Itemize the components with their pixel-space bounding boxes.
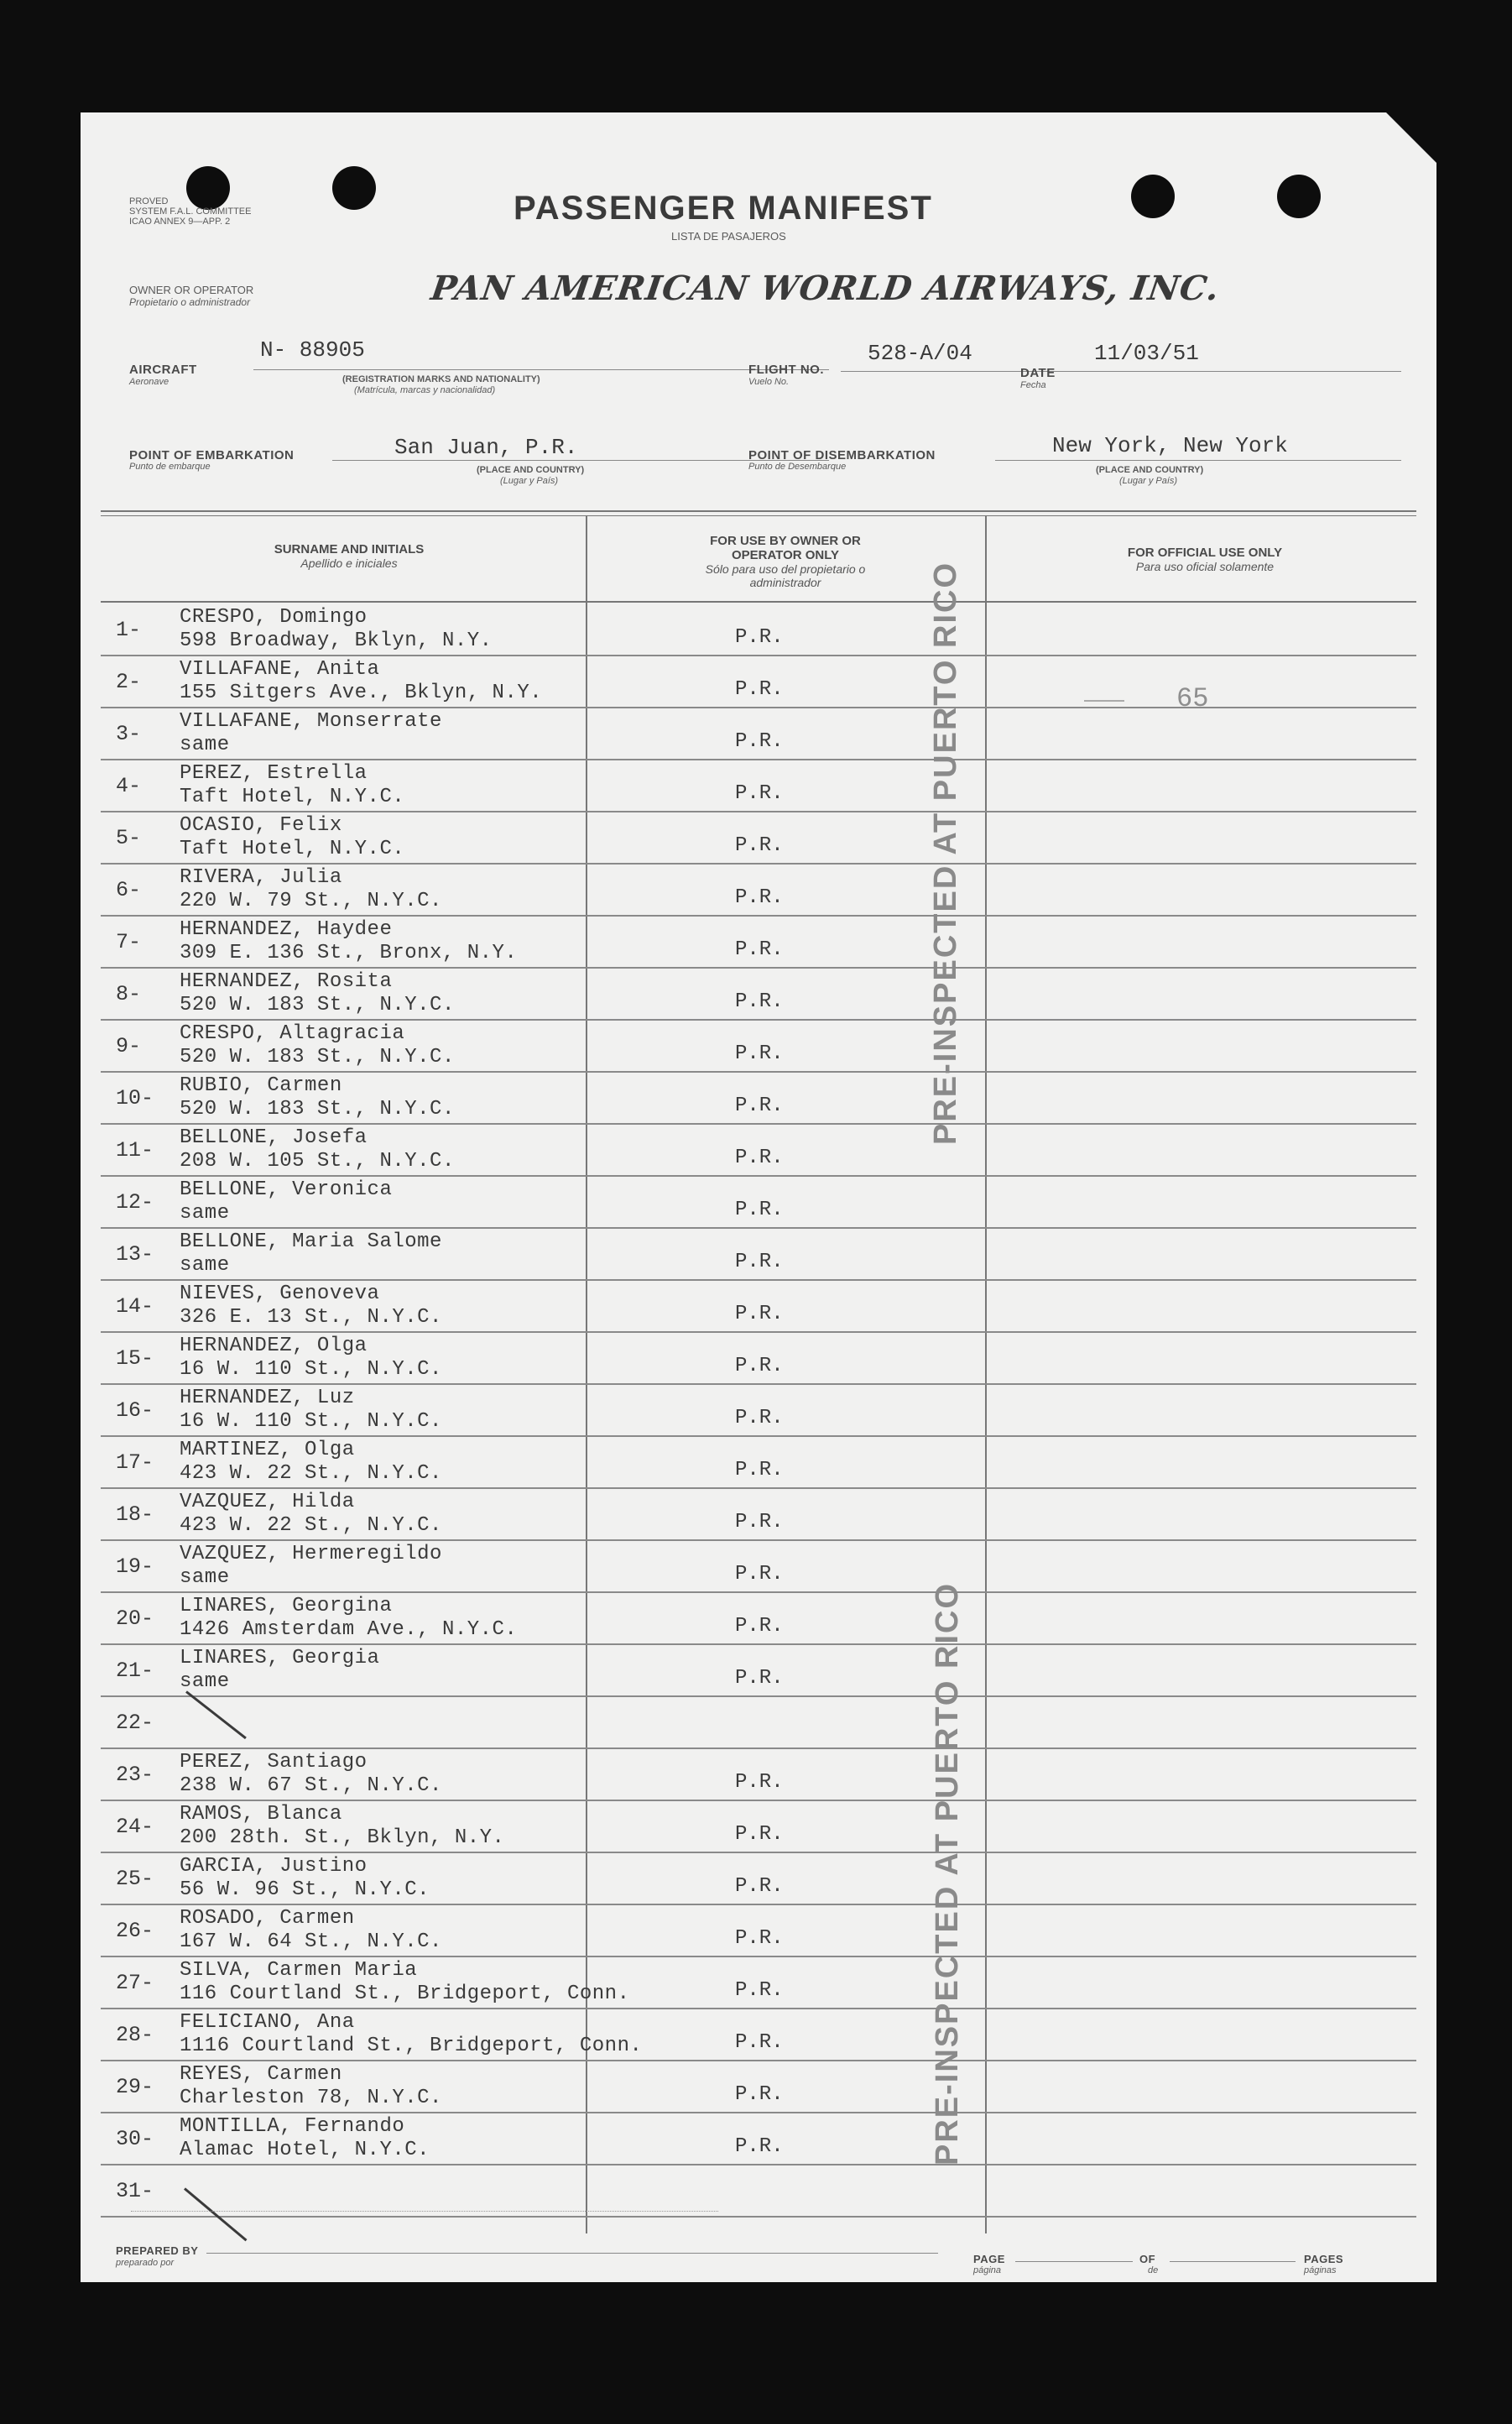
row-divider (101, 1747, 1416, 1749)
row-divider (101, 1019, 1416, 1021)
passenger-name: PEREZ, Santiago (180, 1751, 368, 1774)
row-divider (101, 2164, 1416, 2165)
passenger-name: VILLAFANE, Monserrate (180, 710, 442, 733)
prepared-line (206, 2253, 938, 2254)
row-number: 9- (116, 1034, 142, 1058)
passenger-name: ROSADO, Carmen (180, 1907, 355, 1930)
embark-label-es: Punto de embarque (129, 462, 211, 472)
passenger-address: Alamac Hotel, N.Y.C. (180, 2139, 430, 2161)
operator-code: P.R. (735, 1927, 784, 1950)
passenger-name: MARTINEZ, Olga (180, 1439, 355, 1461)
operator-code: P.R. (735, 1251, 784, 1273)
disembark-value: New York, New York (1052, 433, 1288, 458)
pages-label-es: páginas (1304, 2265, 1337, 2275)
row-divider (101, 1539, 1416, 1541)
passenger-name: PEREZ, Estrella (180, 762, 368, 785)
row-number: 30- (116, 2127, 154, 2151)
column-divider-2 (985, 515, 987, 2233)
row-divider (101, 1383, 1416, 1385)
disembark-line (995, 460, 1401, 461)
passenger-address: same (180, 1670, 230, 1693)
passenger-name: VAZQUEZ, Hilda (180, 1491, 355, 1513)
page-subtitle: LISTA DE PASAJEROS (671, 230, 786, 243)
passenger-name: GARCIA, Justino (180, 1855, 368, 1878)
passenger-address: 520 W. 183 St., N.Y.C. (180, 1046, 455, 1068)
row-divider (101, 1175, 1416, 1177)
passenger-address: 56 W. 96 St., N.Y.C. (180, 1878, 430, 1901)
operator-code: P.R. (735, 730, 784, 753)
row-divider (101, 1435, 1416, 1437)
row-number: 14- (116, 1294, 154, 1319)
row-divider (101, 811, 1416, 812)
row-number: 18- (116, 1502, 154, 1527)
row-divider (101, 655, 1416, 656)
passenger-address: 116 Courtland St., Bridgeport, Conn. (180, 1983, 630, 2005)
passenger-name: CRESPO, Domingo (180, 606, 368, 629)
of-line (1170, 2261, 1296, 2262)
row-number: 25- (116, 1867, 154, 1891)
row-divider (101, 1279, 1416, 1281)
punch-hole-3 (1131, 175, 1175, 218)
row-divider (101, 707, 1416, 708)
passenger-name: MONTILLA, Fernando (180, 2115, 405, 2138)
passenger-name: HERNANDEZ, Haydee (180, 918, 393, 941)
col3-header (1020, 546, 1389, 573)
date-label: DATE (1020, 366, 1056, 380)
approval-line-3: ICAO ANNEX 9—APP. 2 (129, 217, 231, 227)
passenger-address: Charleston 78, N.Y.C. (180, 2087, 442, 2109)
operator-code: P.R. (735, 938, 784, 961)
row-number: 15- (116, 1346, 154, 1371)
passenger-name: RUBIO, Carmen (180, 1074, 342, 1097)
row-divider (101, 1852, 1416, 1853)
owner-label-es: Propietario o administrador (129, 296, 251, 308)
prepared-label-es: preparado por (116, 2258, 175, 2268)
operator-code: P.R. (735, 1667, 784, 1690)
date-label-es: Fecha (1020, 380, 1046, 390)
embark-place-caption: (PLACE AND COUNTRY) (477, 465, 585, 475)
passenger-address: 520 W. 183 St., N.Y.C. (180, 994, 455, 1016)
operator-code: P.R. (735, 2031, 784, 2054)
row-number: 5- (116, 826, 142, 850)
row-divider (101, 1695, 1416, 1697)
page-label: PAGE (973, 2253, 1005, 2265)
passenger-name: REYES, Carmen (180, 2063, 342, 2086)
operator-code: P.R. (735, 1511, 784, 1533)
passenger-name: VILLAFANE, Anita (180, 658, 380, 681)
row-divider (101, 1487, 1416, 1489)
operator-code: P.R. (735, 1355, 784, 1377)
pre-inspection-stamp-2: PRE-INSPECTED AT PUERTO RICO (930, 1581, 965, 2165)
row-number: 29- (116, 2075, 154, 2099)
operator-code: P.R. (735, 990, 784, 1013)
row-divider (101, 2216, 1416, 2218)
row-number: 4- (116, 774, 142, 798)
operator-code: P.R. (735, 834, 784, 857)
passenger-address: Taft Hotel, N.Y.C. (180, 786, 405, 808)
column-divider-1 (586, 515, 587, 2233)
passenger-name: HERNANDEZ, Rosita (180, 970, 393, 993)
row-divider (101, 1800, 1416, 1801)
passenger-address: 520 W. 183 St., N.Y.C. (180, 1098, 455, 1121)
passenger-address: 16 W. 110 St., N.Y.C. (180, 1410, 442, 1433)
operator-code: P.R. (735, 1303, 784, 1325)
row-divider (101, 759, 1416, 760)
operator-code: P.R. (735, 2135, 784, 2158)
pre-inspection-stamp-1: PRE-INSPECTED AT PUERTO RICO (928, 561, 963, 1145)
passenger-name: NIEVES, Genoveva (180, 1283, 380, 1305)
operator-code: P.R. (735, 626, 784, 649)
row-number: 23- (116, 1763, 154, 1787)
operator-code: P.R. (735, 1407, 784, 1429)
passenger-name: BELLONE, Veronica (180, 1178, 393, 1201)
col1-header-text: SURNAME AND INITIALS (274, 542, 425, 556)
owner-label: OWNER OR OPERATOR (129, 284, 254, 296)
of-label: OF (1139, 2253, 1156, 2265)
passenger-address: 423 W. 22 St., N.Y.C. (180, 1514, 442, 1537)
row-number: 19- (116, 1554, 154, 1579)
row-divider (101, 915, 1416, 917)
row-number: 17- (116, 1450, 154, 1475)
passenger-name: OCASIO, Felix (180, 814, 342, 837)
col2-header-text: FOR USE BY OWNER OR OPERATOR ONLY (710, 534, 861, 562)
row-number: 6- (116, 878, 142, 902)
embark-value: San Juan, P.R. (394, 435, 578, 460)
passenger-name: CRESPO, Altagracia (180, 1022, 405, 1045)
flight-value: 528-A/04 (868, 341, 972, 366)
aircraft-label: AIRCRAFT (129, 363, 197, 377)
operator-code: P.R. (735, 2083, 784, 2106)
operator-code: P.R. (735, 1094, 784, 1117)
passenger-address: 16 W. 110 St., N.Y.C. (180, 1358, 442, 1381)
approval-line-2: SYSTEM F.A.L. COMMITTEE (129, 206, 252, 217)
row-number: 13- (116, 1242, 154, 1267)
date-value: 11/03/51 (1094, 341, 1199, 366)
passenger-name: FELICIANO, Ana (180, 2011, 355, 2034)
operator-code: P.R. (735, 886, 784, 909)
operator-code: P.R. (735, 1615, 784, 1638)
row-number: 12- (116, 1190, 154, 1215)
row-number: 3- (116, 722, 142, 746)
folded-corner (1386, 112, 1436, 163)
passenger-name: RAMOS, Blanca (180, 1803, 342, 1826)
col3-header-text-es: Para uso oficial solamente (1135, 560, 1275, 573)
passenger-name: VAZQUEZ, Hermeregildo (180, 1543, 442, 1565)
operator-code: P.R. (735, 1823, 784, 1846)
passenger-address: 200 28th. St., Bklyn, N.Y. (180, 1826, 505, 1849)
row-divider (101, 1071, 1416, 1073)
row-number: 27- (116, 1971, 154, 1995)
manifest-sheet (81, 112, 1436, 2282)
punch-hole-4 (1277, 175, 1321, 218)
row-divider (101, 1956, 1416, 1957)
row-divider (101, 1904, 1416, 1905)
row-number: 16- (116, 1398, 154, 1423)
passenger-name: BELLONE, Maria Salome (180, 1230, 442, 1253)
row-number: 22- (116, 1711, 154, 1735)
row-divider (101, 2112, 1416, 2113)
carrier-name: PAN AMERICAN WORLD AIRWAYS, INC. (428, 269, 1223, 308)
operator-code: P.R. (735, 1042, 784, 1065)
passenger-address: same (180, 734, 230, 756)
passenger-address: 167 W. 64 St., N.Y.C. (180, 1930, 442, 1953)
passenger-name: HERNANDEZ, Olga (180, 1335, 368, 1357)
official-strike (1084, 700, 1124, 702)
passenger-address: 326 E. 13 St., N.Y.C. (180, 1306, 442, 1329)
page-label-es: página (973, 2265, 1002, 2275)
passenger-address: same (180, 1202, 230, 1225)
row-number: 7- (116, 930, 142, 954)
row-number: 10- (116, 1086, 154, 1110)
passenger-address: 220 W. 79 St., N.Y.C. (180, 890, 442, 912)
header-bottom-border (101, 601, 1416, 603)
passenger-address: Taft Hotel, N.Y.C. (180, 838, 405, 860)
disembark-place-caption: (PLACE AND COUNTRY) (1096, 465, 1204, 475)
col1-header (164, 542, 534, 570)
row-divider (101, 863, 1416, 865)
passenger-address: 208 W. 105 St., N.Y.C. (180, 1150, 455, 1173)
operator-code: P.R. (735, 1979, 784, 2002)
passenger-address: 598 Broadway, Bklyn, N.Y. (180, 630, 493, 652)
table-top-border-2 (101, 515, 1416, 516)
passenger-name: LINARES, Georgia (180, 1647, 380, 1669)
col3-header-text: FOR OFFICIAL USE ONLY (1127, 546, 1283, 560)
operator-code: P.R. (735, 1147, 784, 1169)
row-number: 28- (116, 2023, 154, 2047)
row-divider (101, 1643, 1416, 1645)
passenger-name: LINARES, Georgina (180, 1595, 393, 1617)
of-label-es: de (1148, 2265, 1159, 2275)
punch-hole-2 (332, 166, 376, 210)
row-divider (101, 2008, 1416, 2009)
registration-caption-es: (Matrícula, marcas y nacionalidad) (354, 385, 496, 395)
col1-header-text-es: Apellido e iniciales (300, 556, 398, 570)
passenger-name: RIVERA, Julia (180, 866, 342, 889)
passenger-name: SILVA, Carmen Maria (180, 1959, 418, 1982)
embark-label: POINT OF EMBARKATION (129, 448, 295, 462)
registration-caption: (REGISTRATION MARKS AND NATIONALITY) (342, 374, 540, 384)
row-divider (101, 1123, 1416, 1125)
operator-code: P.R. (735, 678, 784, 701)
col2-header (676, 534, 894, 589)
row-number: 1- (116, 618, 142, 642)
passenger-address: same (180, 1566, 230, 1589)
row-divider (101, 1227, 1416, 1229)
disembark-place-caption-es: (Lugar y País) (1119, 476, 1178, 486)
operator-code: P.R. (735, 1875, 784, 1898)
flight-label: FLIGHT NO. (748, 363, 824, 377)
pages-label: PAGES (1304, 2253, 1344, 2265)
passenger-name: HERNANDEZ, Luz (180, 1387, 355, 1409)
disembark-label: POINT OF DISEMBARKATION (748, 448, 936, 462)
col2-header-text-es: Sólo para uso del propietario o administrador (705, 562, 866, 589)
aircraft-value: N- 88905 (260, 337, 365, 363)
page-title: PASSENGER MANIFEST (514, 190, 933, 227)
prepared-label: PREPARED BY (116, 2244, 199, 2257)
passenger-address: 238 W. 67 St., N.Y.C. (180, 1774, 442, 1797)
flight-label-es: Vuelo No. (748, 377, 790, 387)
row-number: 20- (116, 1606, 154, 1631)
table-top-border (101, 510, 1416, 512)
row-number: 2- (116, 670, 142, 694)
row-number: 31- (116, 2179, 154, 2203)
passenger-address: 423 W. 22 St., N.Y.C. (180, 1462, 442, 1485)
row-number: 8- (116, 982, 142, 1006)
void-mark-row-31 (184, 2187, 247, 2241)
passenger-address: 309 E. 136 St., Bronx, N.Y. (180, 942, 518, 964)
operator-code: P.R. (735, 1563, 784, 1586)
footer-faint-text-line (131, 2211, 718, 2212)
disembark-label-es: Punto de Desembarque (748, 462, 847, 472)
passenger-address: 155 Sitgers Ave., Bklyn, N.Y. (180, 682, 543, 704)
embark-place-caption-es: (Lugar y País) (500, 476, 559, 486)
operator-code: P.R. (735, 1199, 784, 1221)
operator-code: P.R. (735, 1771, 784, 1794)
operator-code: P.R. (735, 782, 784, 805)
approval-line-1: PROVED (129, 196, 169, 206)
row-divider (101, 1331, 1416, 1333)
approval-block (129, 196, 251, 227)
page-line (1015, 2261, 1133, 2262)
row-number: 26- (116, 1919, 154, 1943)
row-number: 24- (116, 1815, 154, 1839)
row-divider (101, 967, 1416, 969)
date-line (1066, 371, 1401, 372)
passenger-name: BELLONE, Josefa (180, 1126, 368, 1149)
row-number: 11- (116, 1138, 154, 1162)
passenger-address: same (180, 1254, 230, 1277)
operator-code: P.R. (735, 1459, 784, 1481)
passenger-address: 1426 Amsterdam Ave., N.Y.C. (180, 1618, 518, 1641)
row-divider (101, 1591, 1416, 1593)
aircraft-line (253, 369, 829, 370)
aircraft-label-es: Aeronave (129, 377, 169, 387)
void-mark-row-22 (185, 1690, 247, 1739)
row-number: 21- (116, 1659, 154, 1683)
official-mark: 65 (1176, 683, 1209, 714)
passenger-address: 1116 Courtland St., Bridgeport, Conn. (180, 2035, 643, 2057)
row-divider (101, 2060, 1416, 2061)
